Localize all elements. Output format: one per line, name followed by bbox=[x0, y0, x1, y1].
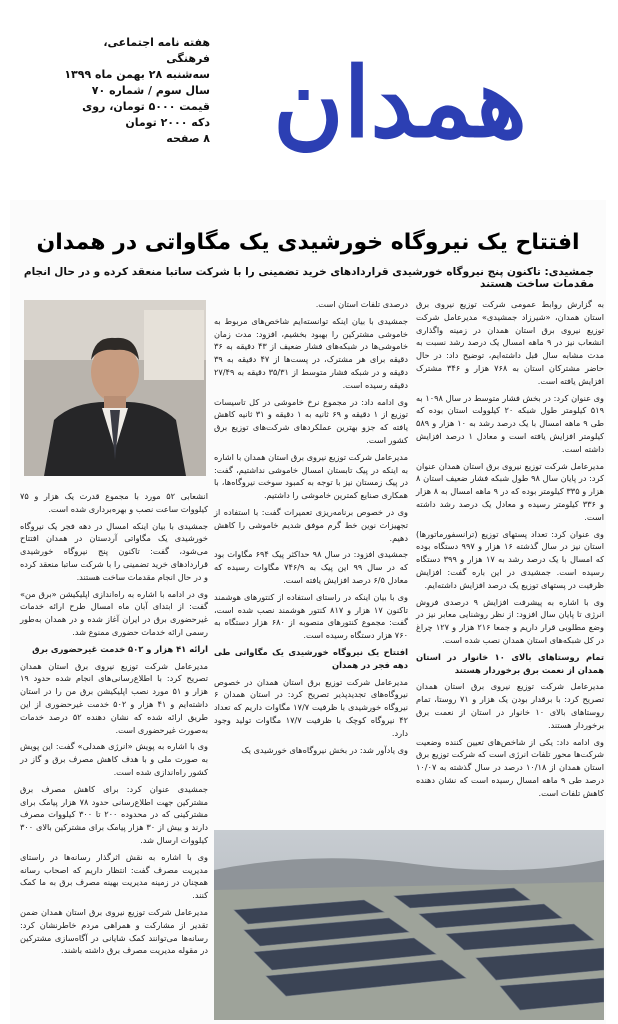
paragraph: مدیرعامل شرکت توزیع نیروی برق استان همدان تصریح کرد: با اطلاع‌رسانی‌های انجام شده حدود ۱۹ هزار و ۵۱ مورد نصب اپلیکیشن برق من را در استان داشته‌ایم و ۴۱ هزار و ۵۰۲ خدمت غیرحضوری از این طریق ارائه شده که نشان دهنده ۵۲ درصد خدمات به‌صورت غیرحضوری است. bbox=[20, 660, 209, 735]
publication-type: هفته نامه اجتماعی، فرهنگی bbox=[103, 36, 210, 65]
paragraph: جمشیدی افزود: در سال ۹۸ حداکثر پیک ۶۹۴ مگاوات بود که در سال ۹۹ این پیک به ۷۴۶/۹ مگاوات رسیده که معادل ۶/۵ درصد افزایش یافته است. bbox=[214, 549, 409, 585]
paragraph: مدیرعامل شرکت توزیع نیروی برق استان همدان تصریح کرد: با برقدار بودن یک هزار و ۷۱ روستا، تمام روستاهای بالای ۱۰ خانوار در استان از نعمت برق برخوردار هستند. bbox=[416, 681, 604, 730]
paragraph: جمشیدی با بیان اینکه امسال در دهه فجر یک نیروگاه خورشیدی یک مگاواتی آردستان در همدان افتتاح می‌شود، گفت: تاکنون پنج نیروگاه خورشیدی قراردادهای خرید تضمینی را با شرکت ساتبا منعقد کرده و در حال انجام مقدمات ساخت هستند. bbox=[20, 520, 208, 582]
issue-date: سه‌شنبه ۲۸ بهمن ماه ۱۳۹۹ bbox=[64, 68, 210, 81]
separator bbox=[0, 192, 618, 200]
column-right bbox=[416, 298, 604, 803]
paragraph: وی با بیان اینکه در راستای استفاده از کنتورهای هوشمند تاکنون ۱۷ هزار و ۸۱۷ کنتور هوشمند نصب شده است، گفت: مجموع کنتورهای منصوبه از ۶۸۰ هزار دستگاه به ۷۶۰ هزار دستگاه رسیده است. bbox=[214, 591, 409, 641]
portrait-photo bbox=[24, 300, 206, 476]
paragraph: جمشیدی با بیان اینکه توانسته‌ایم شاخص‌های مربوط به خاموشی مشترکین را بهبود بخشیم، افزود: مدت زمان خاموشی‌ها در شبکه‌های فشار ضعیف از ۴۳ دقیقه به ۳۶ دقیقه برای هر مشترک، در پست‌ها از ۴۷ دقیقه به ۳۹ دقیقه و در شبکه فشار متوسط از ۳۵/۳۱ دقیقه به ۲۷/۴۹ دقیقه رسیده است. bbox=[214, 315, 409, 390]
paragraph: وی عنوان کرد: در بخش فشار متوسط در سال ۱۰۹۸ به ۵۱۹ کیلومتر طول شبکه ۲۰ کیلوولت استان بوده که طی ۹ ماهه امسال با یک درصد رشد به ۱۰ هزار و ۵۸۹ کیلومتر افزایش یافته است و معادل ۱ درصد افزایش داشته است. bbox=[416, 392, 604, 454]
article-subheadline: جمشیدی: تاکنون پنج نیروگاه خورشیدی قراردادهای خرید تضمینی را با شرکت ساتبا منعقد کرده و در حال انجام مقدمات ساخت هستند bbox=[23, 266, 594, 290]
paragraph: درصدی تلفات استان است. bbox=[315, 299, 408, 309]
portrait-illustration bbox=[24, 300, 206, 476]
page-count: ۸ صفحه bbox=[166, 132, 210, 145]
paragraph: وی در ادامه با اشاره به راه‌اندازی اپلیکیشن «برق من» گفت: از ابتدای آبان ماه امسال طرح ارائه خدمات غیرحضوری برق در ایران آغاز شده و در همدان به‌طور رسمی ارائه خدمات حضوری ممنوع شد. bbox=[20, 588, 208, 637]
column-middle bbox=[214, 298, 408, 760]
column-left bbox=[20, 490, 208, 961]
paragraph: وی در خصوص برنامه‌ریزی تعمیرات گفت: با استفاده از تجهیزات نوین خط گرم موفق شدیم خاموشی را کاهش دهیم. bbox=[214, 506, 408, 543]
paragraph: وی با اشاره به نقش اثرگذار رسانه‌ها در راستای مدیریت مصرف گفت: انتظار داریم که اصحاب رسانه همچنان در زمینه مدیریت بهینه مصرف برق به ما کمک کنند. bbox=[20, 851, 208, 901]
paragraph: وی با اشاره به پویش «انرژی همدلی» گفت: این پویش به صورت ملی و با هدف کاهش مصرف برق و گاز در کشور راه‌اندازی شده است. bbox=[20, 741, 208, 777]
paragraph: وی ادامه داد: در مجموع نرخ خاموشی در کل تاسیسات توزیع از ۱ دقیقه و ۶۹ ثانیه به ۱ دقیقه و ۳۱ ثانیه کاهش یافته که جزو بهترین عملکردهای شرکت‌های توزیع برق کشور است. bbox=[214, 396, 408, 445]
article-headline: افتتاح یک نیروگاه خورشیدی یک مگاواتی در همدان bbox=[36, 230, 580, 255]
issue-price: قیمت ۵۰۰۰ تومان، روی دکه ۲۰۰۰ تومان bbox=[82, 100, 210, 129]
subheading: ارائه ۴۱ هزار و ۵۰۲ خدمت غیرحضوری برق bbox=[32, 643, 208, 654]
paragraph: وی عنوان کرد: تعداد پستهای توزیع (ترانسفورماتورها) استان نیز در سال گذشته ۱۶ هزار و ۹۹۷ دستگاه بوده که امسال با یک درصد رشد به ۱۷ هزار و ۳۹۹ دستگاه رسیده است. جمشیدی در این باره گفت: افزایش ظرفیت در پستهای توزیع یک درصد افزایش داشته‌ایم. bbox=[416, 528, 605, 590]
subheading: تمام روستاهای بالای ۱۰ خانوار در استان همدان از نعمت برق برخوردار هستند bbox=[416, 651, 604, 675]
solar-farm-illustration bbox=[214, 830, 604, 1020]
subheading: افتتاح یک نیروگاه خورشیدی یک مگاواتی طی دهه فجر در همدان bbox=[214, 646, 408, 670]
paragraph: انشعابی ۵۲ مورد با مجموع قدرت یک هزار و ۷۵ کیلووات ساعت نصب و بهره‌برداری شده است. bbox=[20, 491, 208, 514]
paragraph: مدیرعامل شرکت توزیع نیروی برق استان همدان ضمن تقدیر از مشارکت و همراهی مردم خاطرنشان کرد: رسانه‌ها می‌توانند کمک شایانی در آگاه‌سازی مشترکین در مقوله مدیریت مصرف برق داشته باشند. bbox=[20, 906, 208, 956]
paragraph: مدیرعامل شرکت توزیع نیروی برق استان همدان عنوان کرد: در پایان سال ۹۸ طول شبکه فشار ضعیف استان ۸ هزار و ۳۳۵ کیلومتر بوده که در ۹ ماهه امسال به ۸ هزار و ۳۳۶ کیلومتر رسیده و معادل یک درصد رشد داشته است. bbox=[416, 460, 604, 522]
paragraph: وی یادآور شد: در بخش نیروگاه‌های خورشیدی یک bbox=[241, 744, 408, 755]
solar-farm-photo bbox=[214, 830, 604, 1020]
newspaper-logo: همدان bbox=[273, 46, 527, 159]
paragraph: مدیرعامل شرکت توزیع برق استان همدان در خصوص نیروگاه‌های تجدیدپذیر تصریح کرد: در استان همدان ۶ نیروگاه خورشیدی با ظرفیت ۱۷/۷ مگاوات داریم که تعداد ۴۲ نیروگاه کوچک با ظرفیت ۱۷/۷ مگاوات تولید وجود دارد. bbox=[214, 676, 409, 738]
issue-info bbox=[60, 35, 210, 147]
paragraph: مدیرعامل شرکت توزیع نیروی برق استان همدان با اشاره به اینکه در پیک تابستان امسال خاموشی نداشتیم، گفت: در پیک زمستان نیز با توجه به کمبود سوخت نیروگاه‌ها، با همکاری صنایع کمترین خاموشی را داشتیم. bbox=[214, 451, 408, 501]
article bbox=[10, 200, 606, 1024]
paragraph: وی با اشاره به پیشرفت افزایش ۹ درصدی فروش انرژی تا پایان سال افزود: از نظر روشنایی معابر نیز در وضع مطلوبی قرار داریم و جمعا ۲۱۶ هزار و ۱۲۷ چراغ در کل شبکه‌های استان همدان نصب شده است. bbox=[416, 596, 605, 645]
paragraph: به گزارش روابط عمومی شرکت توزیع نیروی برق استان همدان، «شیرزاد جمشیدی» مدیرعامل شرکت توزیع نیروی برق استان همدان در زمینه واگذاری انشعاب نیز در ۹ ماهه امسال یک درصد رشد نسبت به مدت مشابه سال قبل داشته‌ایم، توضیح داد: در حال حاضر مشترکان استان به ۷۶۸ هزار و ۳۴۶ مشترک افزایش یافته است. bbox=[416, 299, 605, 386]
paragraph: جمشیدی عنوان کرد: برای کاهش مصرف برق مشترکین جهت اطلاع‌رسانی حدود ۷۸ هزار پیامک برای مشترکینی که در محدوده ۲۰۰ تا ۳۰۰ کیلووات مصرف دارند و بیش از ۳۰ هزار پیامک برای مشترکین بالای ۳۰۰ کیلووات ارسال شد. bbox=[20, 783, 208, 845]
paragraph: وی ادامه داد: یکی از شاخص‌های تعیین کننده وضعیت شرکت‌ها محور تلفات انرژی است که شرکت توزیع برق استان همدان از ۱۰/۱۸ درصد در سال گذشته به ۱۰/۰۷ درصد طی ۹ ماهه امسال رسیده است که نشان دهنده کاهش تلفات است. bbox=[416, 736, 604, 798]
issue-number: سال سوم / شماره ۷۰ bbox=[91, 84, 210, 97]
